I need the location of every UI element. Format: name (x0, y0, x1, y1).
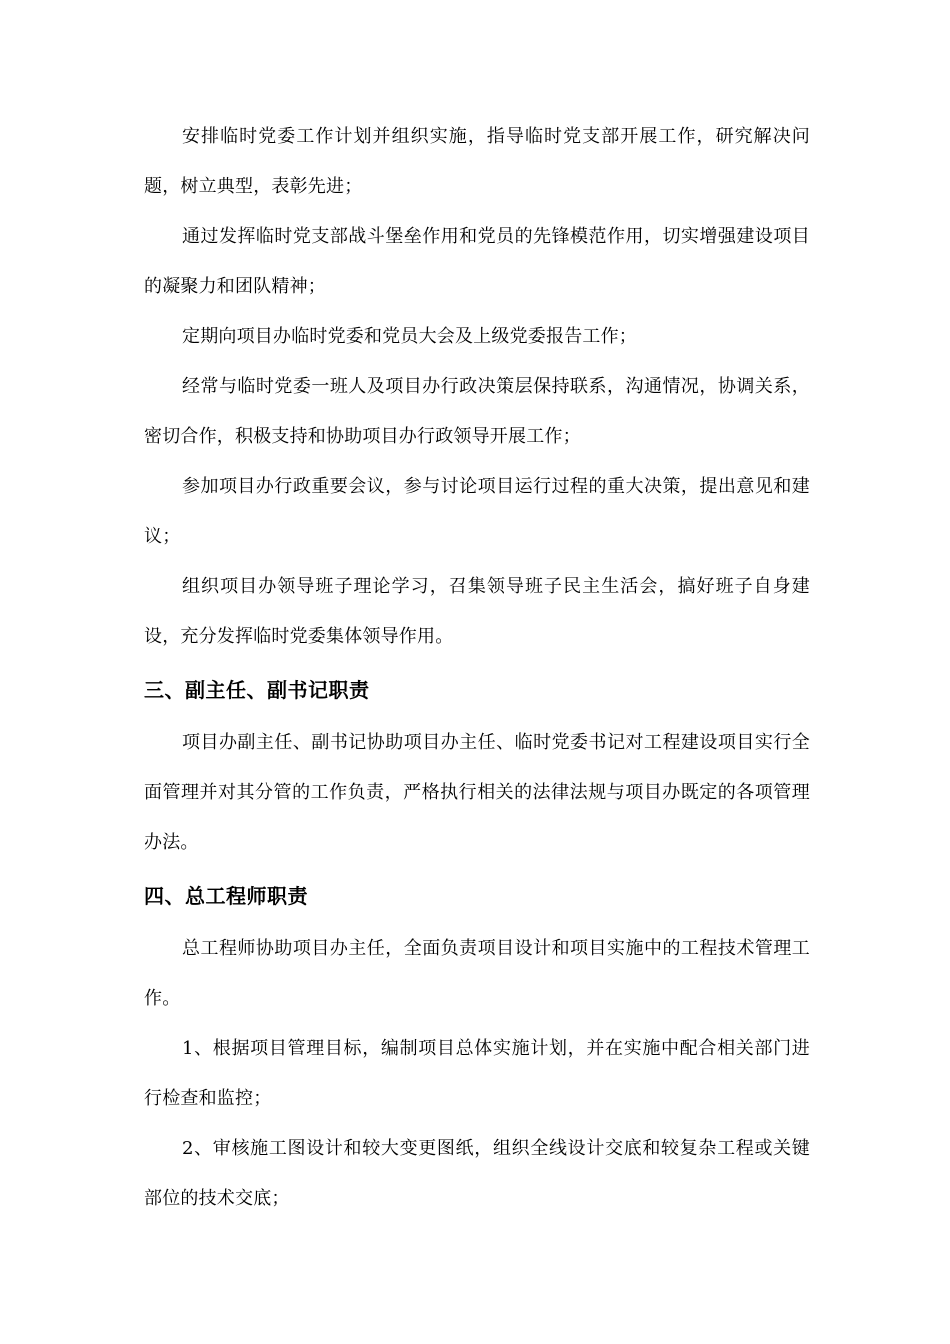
section-heading-chief-engineer: 四、总工程师职责 (144, 884, 308, 908)
paragraph-chief-engineer-item-1: 1、根据项目管理目标，编制项目总体实施计划，并在实施中配合相关部门进行检查和监控； (144, 1038, 810, 1109)
paragraph-deputy-duties: 项目办副主任、副书记协助项目办主任、临时党委书记对工程建设项目实行全面管理并对其分管的工作负责，严格执行相关的法律法规与项目办既定的各项管理办法。 (144, 732, 810, 853)
paragraph-party-branch: 通过发挥临时党支部战斗堡垒作用和党员的先锋模范作用，切实增强建设项目的凝聚力和团队精神； (144, 226, 810, 297)
paragraph-leadership-study: 组织项目办领导班子理论学习，召集领导班子民主生活会，搞好班子自身建设，充分发挥临时党委集体领导作用。 (144, 576, 810, 647)
paragraph-chief-engineer-item-2: 2、审核施工图设计和较大变更图纸，组织全线设计交底和较复杂工程或关键部位的技术交底； (144, 1138, 810, 1209)
paragraph-report-work: 定期向项目办临时党委和党员大会及上级党委报告工作； (182, 326, 637, 347)
document-body (144, 112, 810, 1224)
section-heading-deputy-director: 三、副主任、副书记职责 (144, 678, 370, 702)
paragraph-party-plan: 安排临时党委工作计划并组织实施，指导临时党支部开展工作，研究解决问题，树立典型，表彰先进； (144, 126, 810, 197)
paragraph-meetings: 参加项目办行政重要会议，参与讨论项目运行过程的重大决策，提出意见和建议； (144, 476, 810, 547)
paragraph-chief-engineer-intro: 总工程师协助项目办主任，全面负责项目设计和项目实施中的工程技术管理工作。 (144, 938, 810, 1009)
paragraph-liaison: 经常与临时党委一班人及项目办行政决策层保持联系，沟通情况，协调关系，密切合作，积极支持和协助项目办行政领导开展工作； (144, 376, 810, 447)
